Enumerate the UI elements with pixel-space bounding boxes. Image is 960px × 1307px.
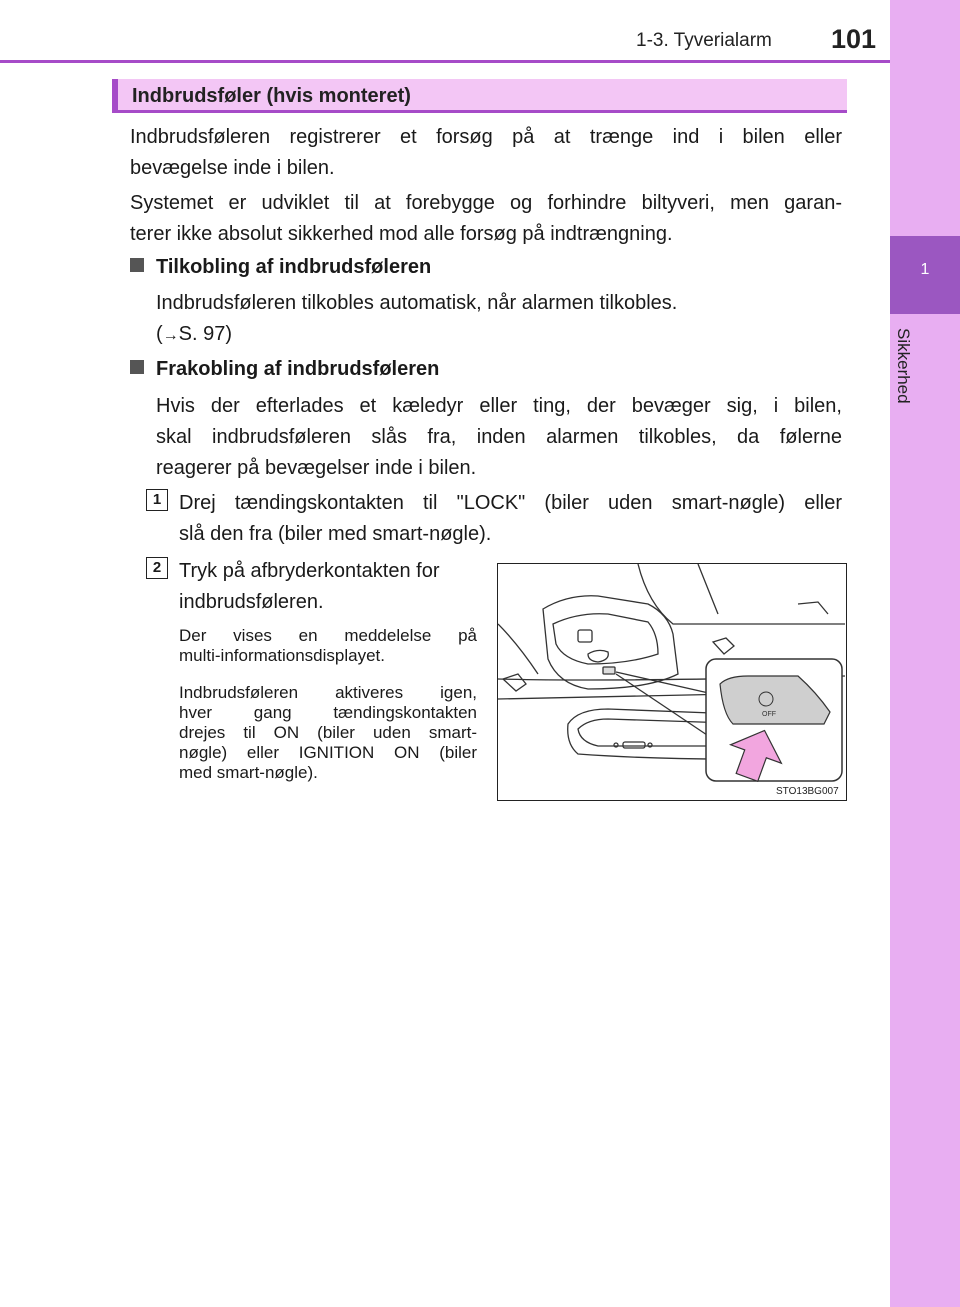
note2-line3: drejes til ON (biler uden smart- bbox=[179, 723, 477, 742]
intro-paragraph-2 bbox=[130, 188, 842, 250]
deactivation-heading: Frakobling af indbrudsføleren bbox=[156, 358, 440, 380]
note2-line2: hver gang tændingskontakten bbox=[179, 703, 477, 722]
section-header: 1-3. Tyverialarm bbox=[636, 30, 772, 51]
chapter-number-tab bbox=[890, 236, 960, 314]
activation-paragraph bbox=[156, 288, 842, 351]
right-arrow-icon: → bbox=[162, 327, 179, 344]
step-2-text bbox=[179, 556, 479, 618]
chapter-label: Sikkerhed bbox=[894, 328, 913, 404]
deactivation-heading-row bbox=[130, 358, 439, 381]
step-1-text bbox=[179, 488, 842, 550]
square-bullet-icon bbox=[130, 360, 144, 374]
note2-line4: nøgle) eller IGNITION ON (biler bbox=[179, 743, 477, 762]
step-2-note-2 bbox=[179, 683, 477, 783]
activation-heading-row bbox=[130, 256, 431, 279]
step-1-number: 1 bbox=[146, 489, 168, 511]
step-2-line1: Tryk på afbryderkontakten for bbox=[179, 560, 440, 582]
page-reference: (→S. 97) bbox=[156, 323, 233, 345]
figure-id: STO13BG007 bbox=[776, 786, 839, 797]
deactivation-line1: Hvis der efterlades et kæledyr eller ting, der bevæger sig, i bilen, bbox=[156, 395, 842, 417]
deactivation-paragraph bbox=[156, 391, 842, 484]
intro-p1-line1: Indbrudsføleren registrerer et forsøg på at trænge ind i bilen eller bbox=[130, 126, 842, 148]
intrusion-sensor-figure bbox=[497, 563, 847, 801]
intro-p2-line2: terer ikke absolut sikkerhed mod alle forsøg på indtrængning. bbox=[130, 223, 673, 245]
deactivation-line3: reagerer på bevægelser inde i bilen. bbox=[156, 457, 477, 479]
intro-paragraph-1 bbox=[130, 122, 842, 184]
page-number: 101 bbox=[831, 24, 877, 54]
activation-heading: Tilkobling af indbrudsføleren bbox=[156, 256, 432, 278]
step-1-line2: slå den fra (biler med smart-nøgle). bbox=[179, 523, 492, 545]
chapter-label-box bbox=[893, 328, 923, 423]
square-bullet-icon bbox=[130, 258, 144, 272]
step-2-number: 2 bbox=[146, 557, 168, 579]
note2-line1: Indbrudsføleren aktiveres igen, bbox=[179, 683, 477, 702]
off-label: OFF bbox=[762, 711, 776, 718]
step-2-note-1 bbox=[179, 626, 477, 666]
deactivation-line2: skal indbrudsføleren slås fra, inden alarmen tilkobles, da følerne bbox=[156, 426, 842, 448]
section-title-bar bbox=[112, 79, 847, 113]
intro-p1-line2: bevægelse inde i bilen. bbox=[130, 157, 335, 179]
step-1-line1: Drej tændingskontakten til "LOCK" (biler uden smart-nøgle) eller bbox=[179, 492, 842, 514]
header-rule bbox=[0, 60, 890, 63]
intro-p2-line1: Systemet er udviklet til at forebygge og forhindre biltyveri, men garan- bbox=[130, 192, 842, 214]
note1-line1: Der vises en meddelelse på bbox=[179, 626, 477, 645]
section-title: Indbrudsføler (hvis monteret) bbox=[132, 85, 411, 107]
chapter-side-tab bbox=[890, 0, 960, 1307]
activation-text: Indbrudsføleren tilkobles automatisk, når alarmen tilkobles. bbox=[156, 292, 678, 314]
overhead-console-illustration bbox=[498, 564, 845, 799]
note1-line2: multi-informationsdisplayet. bbox=[179, 646, 385, 665]
step-2-line2: indbrudsføleren. bbox=[179, 591, 324, 613]
page-reference-text: S. 97 bbox=[178, 323, 226, 345]
note2-line5: med smart-nøgle). bbox=[179, 763, 318, 782]
chapter-number: 1 bbox=[920, 261, 930, 278]
